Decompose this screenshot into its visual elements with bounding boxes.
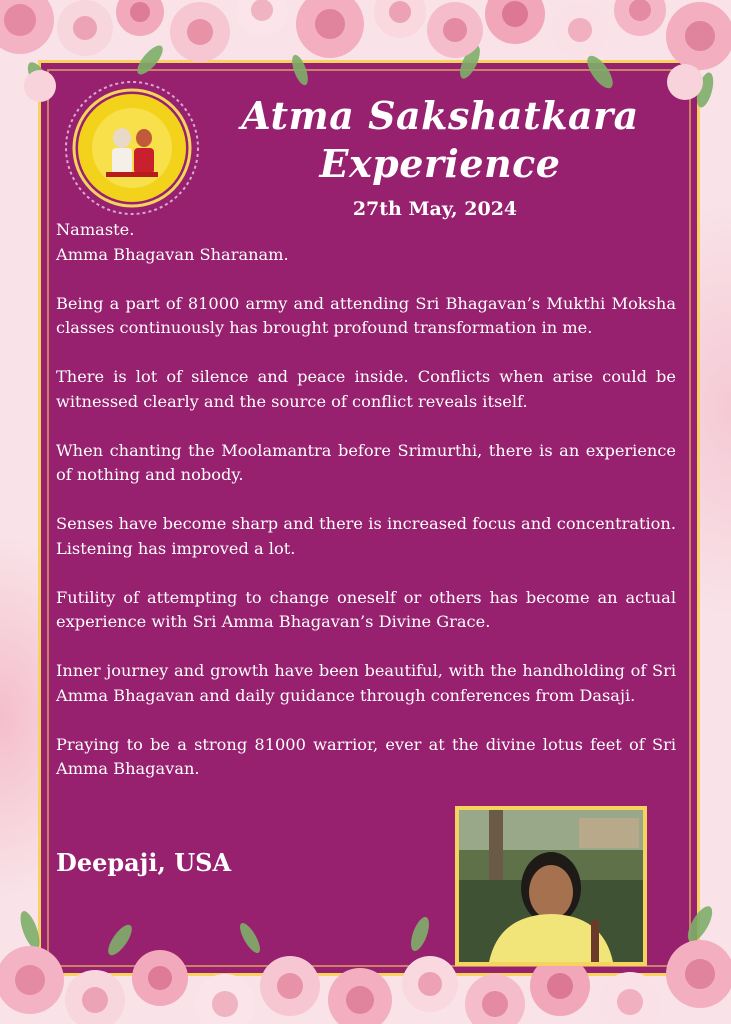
amma-bhagavan-emblem	[62, 78, 202, 218]
paragraph: Praying to be a strong 81000 warrior, ever at the divine lotus feet of Sri Amma Bhagavan.	[56, 734, 676, 778]
paragraph: Inner journey and growth have been beautiful, with the handholding of Sri Amma Bhagavan and daily guidance through conferences from Dasaji.	[56, 661, 676, 705]
paragraph: When chanting the Moolamantra before Srimurthi, there is an experience of nothing and nobody.	[56, 440, 676, 484]
date-label: 27th May, 2024	[352, 198, 518, 220]
testimonial-body	[56, 218, 676, 806]
title-line-2: Experience	[319, 141, 561, 186]
paragraph: Futility of attempting to change oneself or others has become an actual experience with Sri Amma Bhagavan’s Divine Grace.	[56, 587, 676, 631]
paragraph: There is lot of silence and peace inside. Conflicts when arise could be witnessed clearly and the source of conflict reveals itself.	[56, 367, 676, 411]
title-line-1: Atma Sakshatkara	[241, 93, 639, 138]
greeting-line-2: Amma Bhagavan Sharanam.	[56, 244, 289, 264]
page-title	[230, 92, 650, 188]
paragraph: Being a part of 81000 army and attending Sri Bhagavan’s Mukthi Moksha classes continuously has brought profound transformation in me.	[56, 293, 676, 337]
greeting-line-1: Namaste.	[56, 220, 135, 239]
paragraph: Senses have become sharp and there is increased focus and concentration. Listening has improved a lot.	[56, 514, 676, 558]
signature: Deepaji, USA	[56, 848, 232, 877]
portrait-photo	[455, 806, 647, 966]
